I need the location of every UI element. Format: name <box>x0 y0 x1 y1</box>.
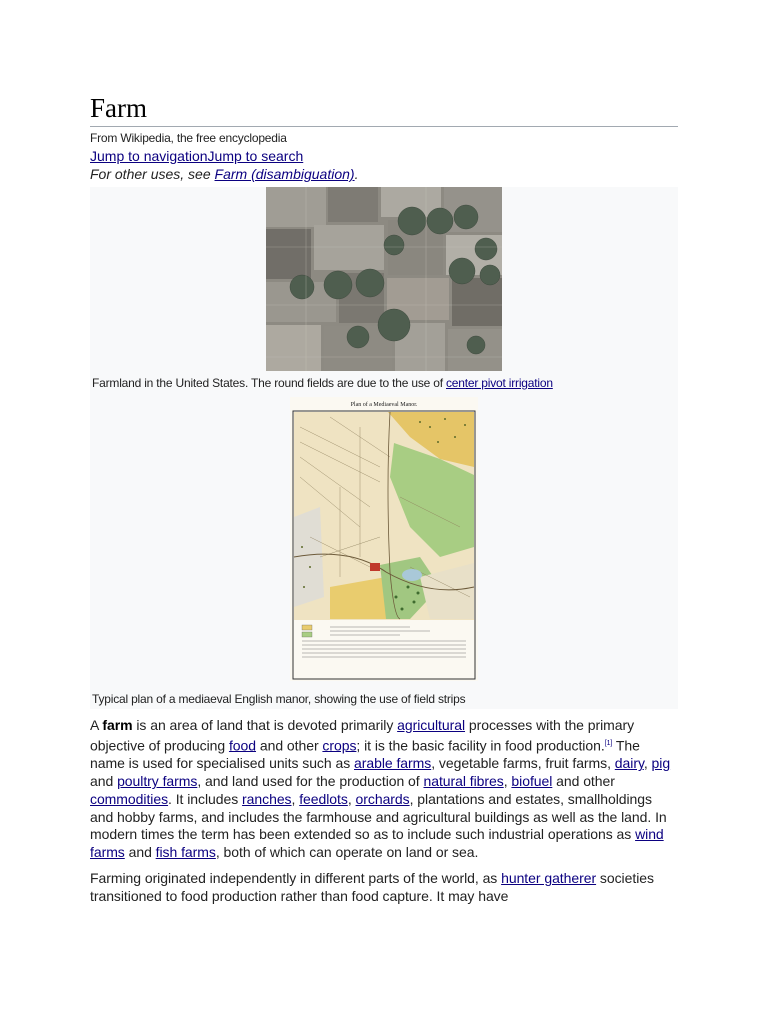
jump-links <box>90 147 678 165</box>
hunter-gatherer-link[interactable]: hunter gatherer <box>501 870 597 887</box>
natural-fibres-link[interactable]: natural fibres <box>423 773 504 790</box>
commodities-link[interactable]: commodities <box>90 790 169 807</box>
crops-link[interactable]: crops <box>322 737 357 754</box>
history-paragraph: Farming originated independently in different parts of the world, as hunter gatherer societies transitioned to food production rather than food capture. It may have <box>90 870 654 904</box>
center-pivot-irrigation-link[interactable]: center pivot irrigation <box>446 376 553 390</box>
figure-aerial-farmland <box>90 187 678 709</box>
poultry-farms-link[interactable]: poultry farms <box>117 773 198 790</box>
fish-farms-link[interactable]: fish farms <box>155 844 216 861</box>
disambiguation-link[interactable]: Farm (disambiguation) <box>214 166 355 182</box>
hatnote-text: For other uses, see <box>90 166 215 182</box>
pig-link[interactable]: pig <box>651 755 671 772</box>
agricultural-link[interactable]: agricultural <box>397 717 466 733</box>
manor-plan-image[interactable] <box>290 397 478 681</box>
article <box>90 92 678 906</box>
aerial-caption-text: Farmland in the United States. The round fields are due to the use of <box>92 376 446 390</box>
farm-bold: farm <box>102 717 133 733</box>
intro-paragraph: A farm is an area of land that is devoted primarily agricultural processes with the primary objective of producing food and other crops; it is the basic facility in food production.[1] The name is used for specialised units such as arable farms, vegetable farms, fruit farms, dairy, pig and poultry farms, and land used for the production of natural fibres, biofuel and other commodities. It includes ranches, feedlots, orchards, plantations and estates, smallholdings and hobby farms, and includes the farmhouse and agricultural buildings as well as the land. In modern times the term has been extended so as to include such industrial operations as wind farms and fish farms, both of which can operate on land or sea. <box>90 717 671 861</box>
page-title: Farm <box>90 92 678 127</box>
aerial-caption <box>90 371 678 391</box>
dairy-link[interactable]: dairy <box>614 755 644 772</box>
jump-to-search-link[interactable]: Jump to search <box>207 148 304 164</box>
ranches-link[interactable]: ranches <box>242 790 292 807</box>
feedlots-link[interactable]: feedlots <box>299 790 348 807</box>
orchards-link[interactable]: orchards <box>355 790 410 807</box>
hatnote <box>90 165 678 183</box>
manor-plan-title: Plan of a Mediaeval Manor. <box>350 402 418 408</box>
food-link[interactable]: food <box>228 737 257 754</box>
wind-farms-link[interactable]: wind farms <box>90 826 664 861</box>
site-tagline: From Wikipedia, the free encyclopedia <box>90 131 287 145</box>
hatnote-end: . <box>354 166 359 182</box>
arable-farms-link[interactable]: arable farms <box>354 755 432 772</box>
aerial-farmland-image[interactable] <box>266 187 502 371</box>
jump-to-navigation-link[interactable]: Jump to navigation <box>90 148 208 164</box>
reference-1-link[interactable]: [1] <box>604 739 613 747</box>
manor-caption: Typical plan of a mediaeval English manor, showing the use of field strips <box>92 692 466 706</box>
biofuel-link[interactable]: biofuel <box>511 773 553 790</box>
